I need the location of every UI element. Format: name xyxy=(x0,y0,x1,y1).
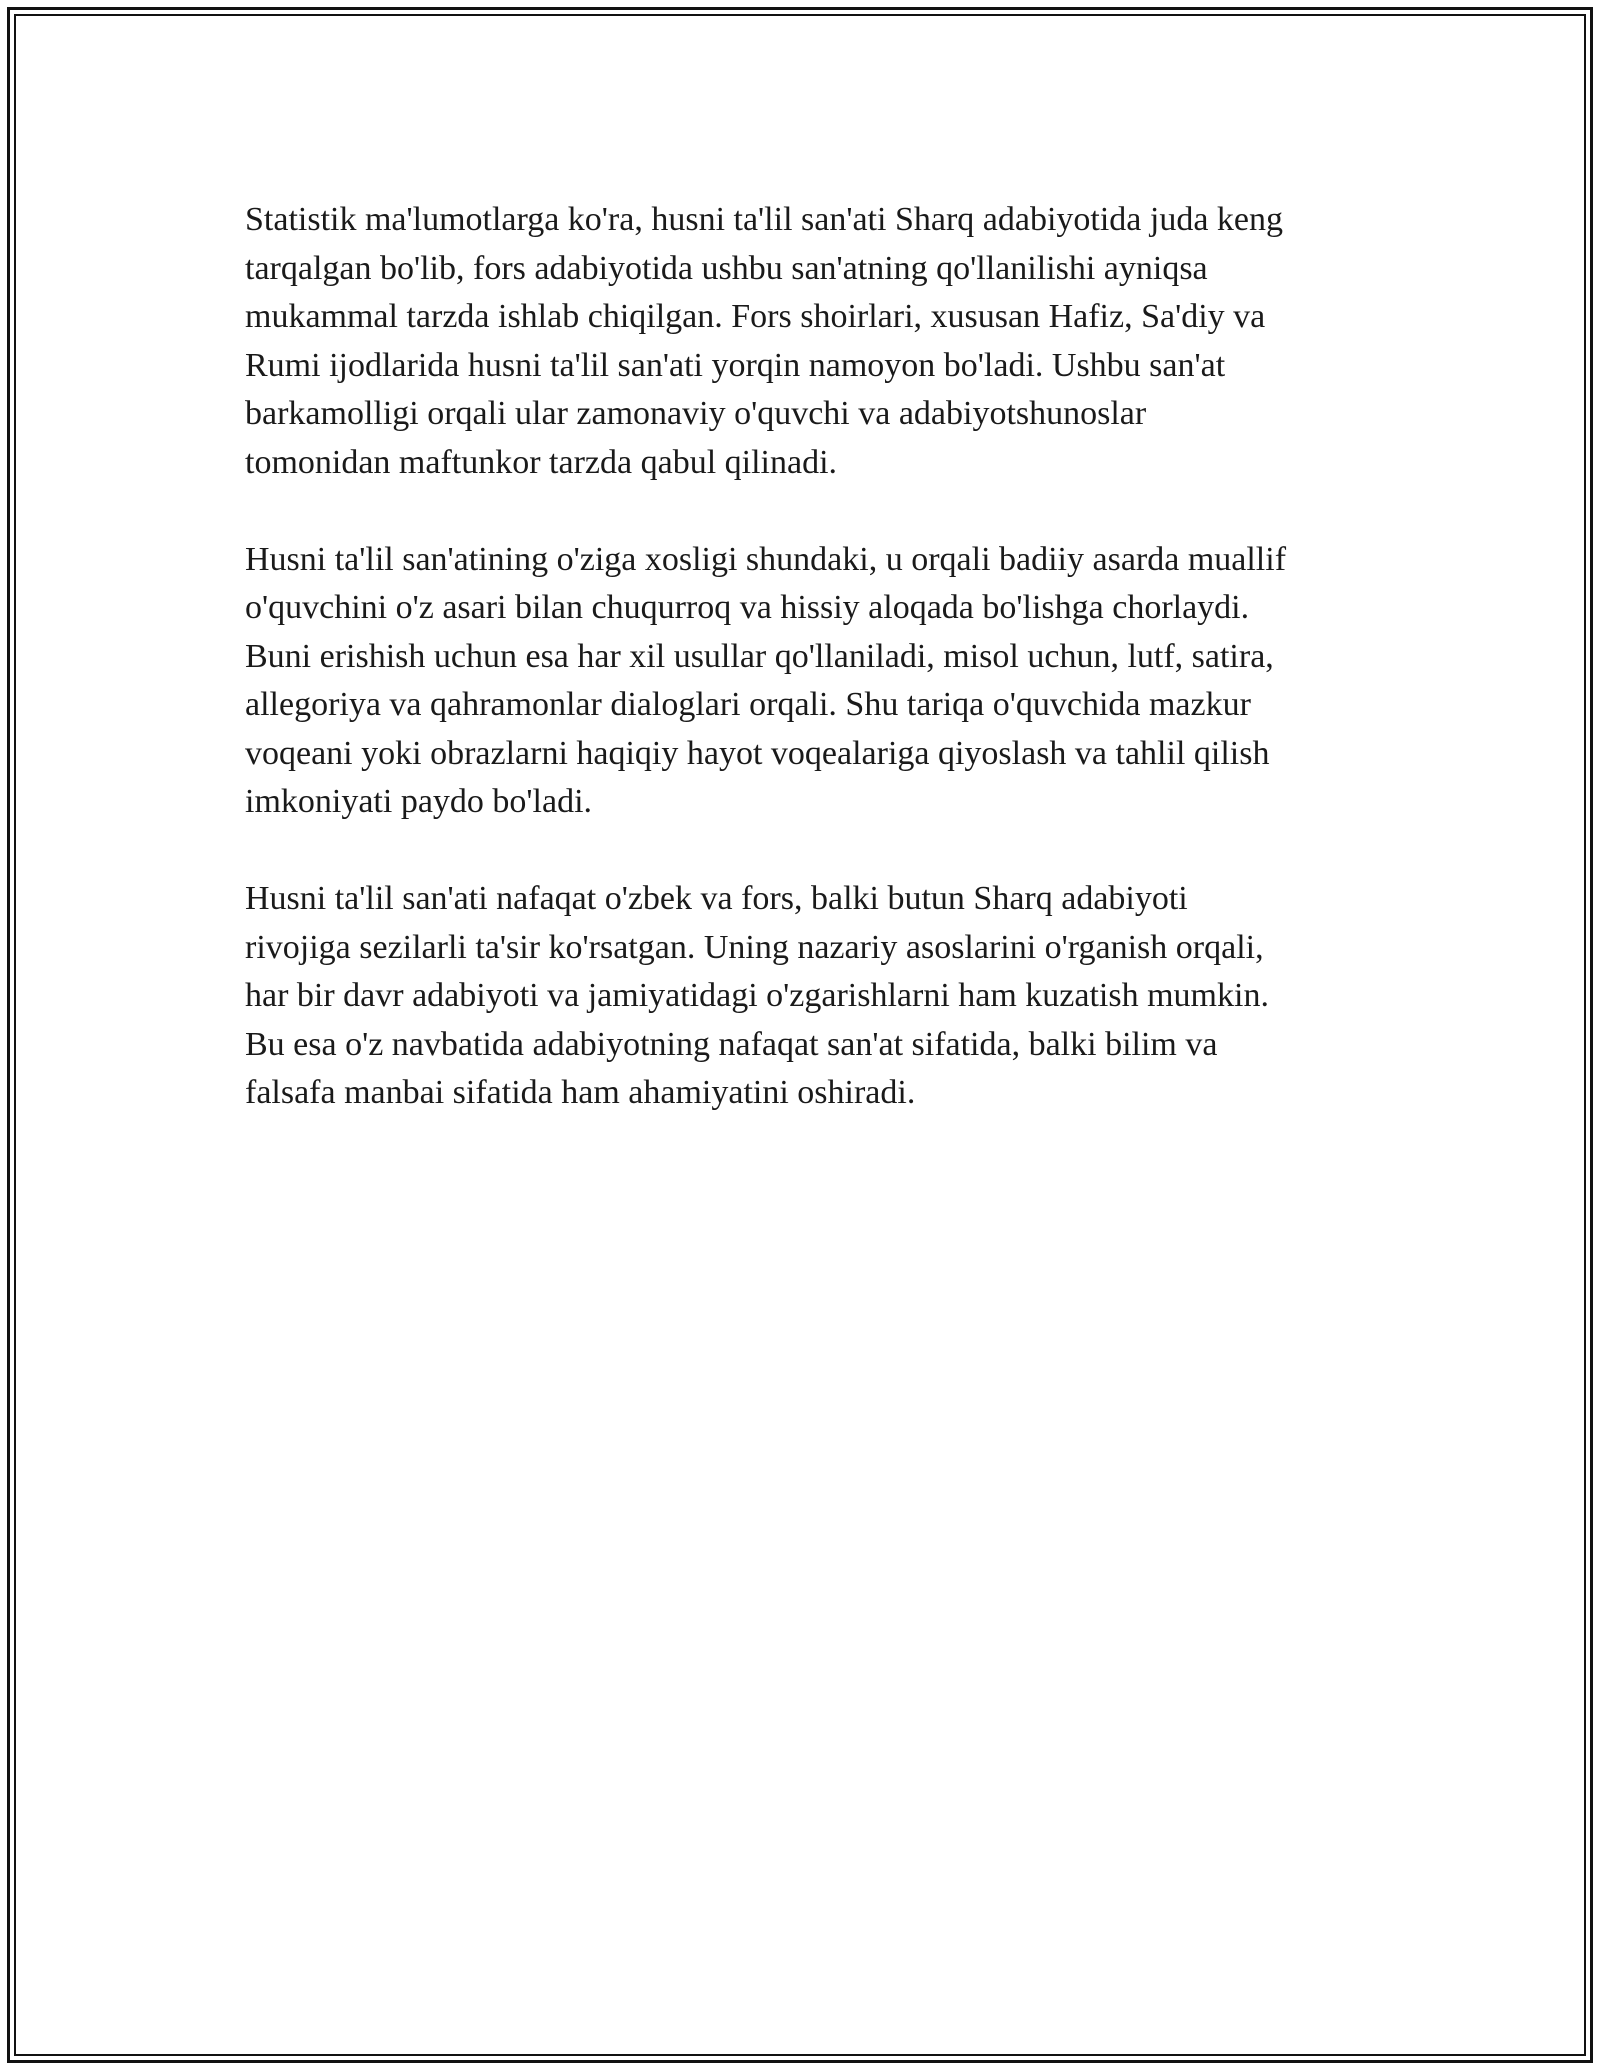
text-line: barkamolligi orqali ular zamonaviy o'quvchi va adabiyotshunoslar xyxy=(245,395,1147,432)
text-line: rivojiga sezilarli ta'sir ko'rsatgan. Uning nazariy asoslarini o'rganish orqali, xyxy=(245,928,1264,966)
text-line: o'quvchini o'z asari bilan chuqurroq va hissiy aloqada bo'lishga chorlaydi. xyxy=(245,589,1250,626)
document-body xyxy=(245,196,1395,1166)
text-line: Buni erishish uchun esa har xil usullar qo'llaniladi, misol uchun, lutf, satira, xyxy=(245,637,1274,675)
text-line: voqeani yoki obrazlarni haqiqiy hayot voqealariga qiyoslash va tahlil qilish xyxy=(245,734,1270,772)
text-line: Husni ta'lil san'atining o'ziga xosligi shundaki, u orqali badiiy asarda muallif xyxy=(245,540,1287,578)
text-line: imkoniyati paydo bo'ladi. xyxy=(245,783,593,820)
text-line: Bu esa o'z navbatida adabiyotning nafaqat san'at sifatida, balki bilim va xyxy=(245,1025,1218,1063)
text-line: mukammal tarzda ishlab chiqilgan. Fors shoirlari, xususan Hafiz, Sa'diy va xyxy=(245,298,1266,335)
paragraph-1 xyxy=(245,196,1395,487)
text-line: falsafa manbai sifatida ham ahamiyatini oshiradi. xyxy=(245,1074,916,1111)
page-frame xyxy=(7,7,1593,2063)
text-line: har bir davr adabiyoti va jamiyatidagi o'zgarishlarni ham kuzatish mumkin. xyxy=(245,977,1269,1014)
text-line: tomonidan maftunkor tarzda qabul qilinadi. xyxy=(245,443,838,481)
text-line: tarqalgan bo'lib, fors adabiyotida ushbu san'atning qo'llanilishi ayniqsa xyxy=(245,249,1208,287)
text-line: Husni ta'lil san'ati nafaqat o'zbek va fors, balki butun Sharq adabiyoti xyxy=(245,880,1188,917)
text-line: Statistik ma'lumotlarga ko'ra, husni ta'lil san'ati Sharq adabiyotida juda keng xyxy=(245,201,1284,238)
paragraph-3 xyxy=(245,875,1395,1118)
text-line: Rumi ijodlarida husni ta'lil san'ati yorqin namoyon bo'ladi. Ushbu san'at xyxy=(245,346,1226,384)
text-line: allegoriya va qahramonlar dialoglari orqali. Shu tariqa o'quvchida mazkur xyxy=(245,686,1251,723)
paragraph-2 xyxy=(245,536,1395,827)
